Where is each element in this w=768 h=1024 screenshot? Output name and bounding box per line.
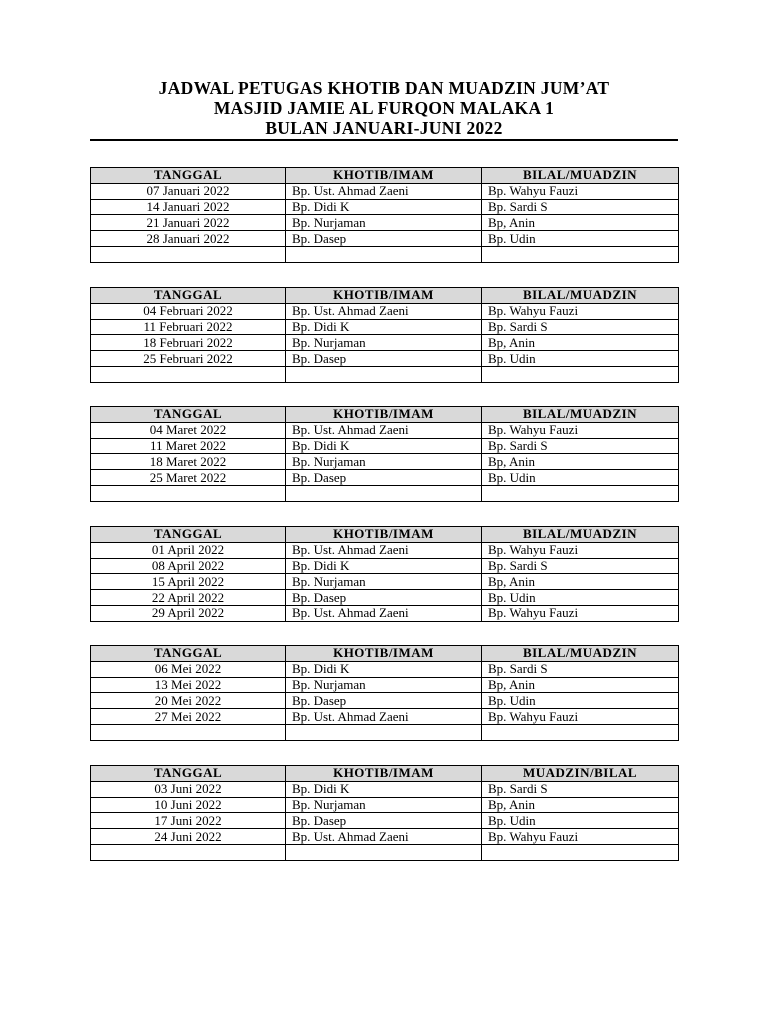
table-row bbox=[91, 485, 679, 501]
khotib-header: KHOTIB/IMAM bbox=[286, 527, 482, 543]
date-cell: 25 Februari 2022 bbox=[91, 351, 286, 367]
muadzin-cell bbox=[482, 724, 679, 740]
khotib-cell: Bp. Didi K bbox=[286, 661, 482, 677]
schedule-table bbox=[90, 167, 679, 263]
muadzin-cell: Bp. Sardi S bbox=[482, 319, 679, 335]
muadzin-cell: Bp. Wahyu Fauzi bbox=[482, 542, 679, 558]
muadzin-cell: Bp. Wahyu Fauzi bbox=[482, 709, 679, 725]
date-cell: 07 Januari 2022 bbox=[91, 183, 286, 199]
muadzin-cell: Bp, Anin bbox=[482, 454, 679, 470]
title-line-1: JADWAL PETUGAS KHOTIB DAN MUADZIN JUM’AT bbox=[158, 78, 610, 98]
date-header: TANGGAL bbox=[91, 766, 286, 782]
date-cell: 13 Mei 2022 bbox=[91, 677, 286, 693]
table-row bbox=[91, 844, 679, 860]
date-cell: 29 April 2022 bbox=[91, 605, 286, 621]
date-cell: 03 Juni 2022 bbox=[91, 781, 286, 797]
khotib-cell: Bp. Dasep bbox=[286, 351, 482, 367]
muadzin-cell bbox=[482, 485, 679, 501]
title-underline bbox=[90, 139, 678, 141]
table-row bbox=[91, 724, 679, 740]
muadzin-cell: Bp. Udin bbox=[482, 813, 679, 829]
date-cell: 10 Juni 2022 bbox=[91, 797, 286, 813]
muadzin-cell: Bp. Udin bbox=[482, 351, 679, 367]
date-cell: 18 Februari 2022 bbox=[91, 335, 286, 351]
muadzin-cell: Bp. Sardi S bbox=[482, 438, 679, 454]
muadzin-cell: Bp. Sardi S bbox=[482, 661, 679, 677]
date-header: TANGGAL bbox=[91, 527, 286, 543]
khotib-cell: Bp. Ust. Ahmad Zaeni bbox=[286, 542, 482, 558]
date-header: TANGGAL bbox=[91, 288, 286, 304]
khotib-cell: Bp. Dasep bbox=[286, 590, 482, 606]
khotib-cell bbox=[286, 844, 482, 860]
date-cell bbox=[91, 366, 286, 382]
date-cell: 01 April 2022 bbox=[91, 542, 286, 558]
muadzin-header: BILAL/MUADZIN bbox=[482, 527, 679, 543]
khotib-cell: Bp. Didi K bbox=[286, 781, 482, 797]
khotib-cell: Bp. Nurjaman bbox=[286, 215, 482, 231]
khotib-cell: Bp. Didi K bbox=[286, 558, 482, 574]
khotib-cell: Bp. Ust. Ahmad Zaeni bbox=[286, 183, 482, 199]
table-row bbox=[91, 231, 679, 247]
table-header-row bbox=[91, 766, 679, 782]
khotib-header: KHOTIB/IMAM bbox=[286, 288, 482, 304]
table-row bbox=[91, 605, 679, 621]
muadzin-cell: Bp. Sardi S bbox=[482, 199, 679, 215]
khotib-header: KHOTIB/IMAM bbox=[286, 766, 482, 782]
table-header-row bbox=[91, 288, 679, 304]
khotib-cell: Bp. Nurjaman bbox=[286, 335, 482, 351]
muadzin-cell: Bp. Udin bbox=[482, 693, 679, 709]
table-row bbox=[91, 303, 679, 319]
khotib-cell: Bp. Nurjaman bbox=[286, 454, 482, 470]
schedule-table bbox=[90, 287, 679, 383]
table-row bbox=[91, 438, 679, 454]
date-header: TANGGAL bbox=[91, 168, 286, 184]
table-row bbox=[91, 693, 679, 709]
table-row bbox=[91, 661, 679, 677]
date-cell: 11 Februari 2022 bbox=[91, 319, 286, 335]
khotib-cell: Bp. Dasep bbox=[286, 813, 482, 829]
khotib-cell: Bp. Dasep bbox=[286, 231, 482, 247]
muadzin-cell: Bp. Udin bbox=[482, 590, 679, 606]
khotib-cell: Bp. Didi K bbox=[286, 438, 482, 454]
khotib-cell: Bp. Nurjaman bbox=[286, 797, 482, 813]
table-row bbox=[91, 199, 679, 215]
schedule-table bbox=[90, 526, 679, 622]
date-cell bbox=[91, 724, 286, 740]
muadzin-cell: Bp. Sardi S bbox=[482, 781, 679, 797]
table-row bbox=[91, 590, 679, 606]
table-row bbox=[91, 351, 679, 367]
date-cell: 20 Mei 2022 bbox=[91, 693, 286, 709]
date-cell: 18 Maret 2022 bbox=[91, 454, 286, 470]
khotib-header: KHOTIB/IMAM bbox=[286, 407, 482, 423]
document-title bbox=[0, 78, 768, 138]
muadzin-cell bbox=[482, 844, 679, 860]
table-header-row bbox=[91, 527, 679, 543]
date-cell bbox=[91, 485, 286, 501]
muadzin-header: BILAL/MUADZIN bbox=[482, 288, 679, 304]
date-cell: 22 April 2022 bbox=[91, 590, 286, 606]
table-row bbox=[91, 319, 679, 335]
date-cell: 17 Juni 2022 bbox=[91, 813, 286, 829]
muadzin-header: BILAL/MUADZIN bbox=[482, 646, 679, 662]
title-line-3: BULAN JANUARI-JUNI 2022 bbox=[265, 118, 503, 138]
muadzin-cell: Bp, Anin bbox=[482, 335, 679, 351]
muadzin-cell bbox=[482, 246, 679, 262]
table-row bbox=[91, 781, 679, 797]
table-row bbox=[91, 829, 679, 845]
table-row bbox=[91, 183, 679, 199]
muadzin-cell: Bp. Wahyu Fauzi bbox=[482, 183, 679, 199]
muadzin-cell: Bp, Anin bbox=[482, 215, 679, 231]
muadzin-header: BILAL/MUADZIN bbox=[482, 407, 679, 423]
khotib-cell: Bp. Nurjaman bbox=[286, 574, 482, 590]
date-cell: 21 Januari 2022 bbox=[91, 215, 286, 231]
table-row bbox=[91, 366, 679, 382]
table-row bbox=[91, 422, 679, 438]
muadzin-cell: Bp. Wahyu Fauzi bbox=[482, 303, 679, 319]
khotib-cell: Bp. Ust. Ahmad Zaeni bbox=[286, 422, 482, 438]
date-cell: 28 Januari 2022 bbox=[91, 231, 286, 247]
date-cell: 14 Januari 2022 bbox=[91, 199, 286, 215]
table-header-row bbox=[91, 407, 679, 423]
khotib-cell bbox=[286, 366, 482, 382]
muadzin-cell: Bp. Wahyu Fauzi bbox=[482, 422, 679, 438]
date-cell: 24 Juni 2022 bbox=[91, 829, 286, 845]
date-header: TANGGAL bbox=[91, 407, 286, 423]
schedule-table bbox=[90, 765, 679, 861]
table-row bbox=[91, 558, 679, 574]
date-cell: 06 Mei 2022 bbox=[91, 661, 286, 677]
muadzin-cell: Bp. Wahyu Fauzi bbox=[482, 605, 679, 621]
table-row bbox=[91, 574, 679, 590]
khotib-header: KHOTIB/IMAM bbox=[286, 646, 482, 662]
date-cell bbox=[91, 844, 286, 860]
table-row bbox=[91, 677, 679, 693]
muadzin-cell: Bp. Wahyu Fauzi bbox=[482, 829, 679, 845]
table-row bbox=[91, 470, 679, 486]
khotib-cell bbox=[286, 724, 482, 740]
khotib-cell: Bp. Ust. Ahmad Zaeni bbox=[286, 709, 482, 725]
date-cell: 08 April 2022 bbox=[91, 558, 286, 574]
muadzin-cell: Bp, Anin bbox=[482, 677, 679, 693]
schedule-table bbox=[90, 645, 679, 741]
khotib-cell: Bp. Nurjaman bbox=[286, 677, 482, 693]
date-cell: 04 Maret 2022 bbox=[91, 422, 286, 438]
khotib-cell: Bp. Didi K bbox=[286, 199, 482, 215]
khotib-cell bbox=[286, 246, 482, 262]
muadzin-cell: Bp, Anin bbox=[482, 797, 679, 813]
table-row bbox=[91, 246, 679, 262]
date-header: TANGGAL bbox=[91, 646, 286, 662]
muadzin-cell: Bp, Anin bbox=[482, 574, 679, 590]
table-row bbox=[91, 215, 679, 231]
title-line-2: MASJID JAMIE AL FURQON MALAKA 1 bbox=[213, 98, 555, 118]
muadzin-cell: Bp. Udin bbox=[482, 470, 679, 486]
muadzin-cell: Bp. Udin bbox=[482, 231, 679, 247]
khotib-header: KHOTIB/IMAM bbox=[286, 168, 482, 184]
table-header-row bbox=[91, 168, 679, 184]
khotib-cell bbox=[286, 485, 482, 501]
date-cell: 04 Februari 2022 bbox=[91, 303, 286, 319]
khotib-cell: Bp. Ust. Ahmad Zaeni bbox=[286, 303, 482, 319]
khotib-cell: Bp. Ust. Ahmad Zaeni bbox=[286, 829, 482, 845]
date-cell: 15 April 2022 bbox=[91, 574, 286, 590]
table-header-row bbox=[91, 646, 679, 662]
table-row bbox=[91, 454, 679, 470]
khotib-cell: Bp. Ust. Ahmad Zaeni bbox=[286, 605, 482, 621]
date-cell bbox=[91, 246, 286, 262]
table-row bbox=[91, 709, 679, 725]
table-row bbox=[91, 335, 679, 351]
table-row bbox=[91, 797, 679, 813]
khotib-cell: Bp. Didi K bbox=[286, 319, 482, 335]
date-cell: 25 Maret 2022 bbox=[91, 470, 286, 486]
date-cell: 11 Maret 2022 bbox=[91, 438, 286, 454]
muadzin-cell: Bp. Sardi S bbox=[482, 558, 679, 574]
table-row bbox=[91, 813, 679, 829]
date-cell: 27 Mei 2022 bbox=[91, 709, 286, 725]
muadzin-header: MUADZIN/BILAL bbox=[482, 766, 679, 782]
muadzin-header: BILAL/MUADZIN bbox=[482, 168, 679, 184]
table-row bbox=[91, 542, 679, 558]
khotib-cell: Bp. Dasep bbox=[286, 470, 482, 486]
muadzin-cell bbox=[482, 366, 679, 382]
khotib-cell: Bp. Dasep bbox=[286, 693, 482, 709]
schedule-table bbox=[90, 406, 679, 502]
